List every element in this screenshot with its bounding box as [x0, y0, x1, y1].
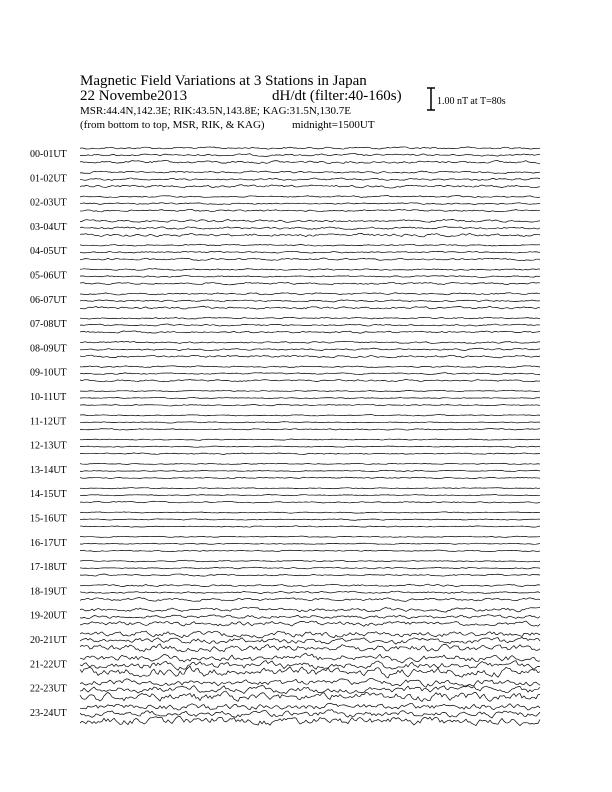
hour-row-07-08UT: [30, 317, 540, 333]
hour-row-04-05UT: [30, 244, 540, 260]
hour-label: 13-14UT: [30, 464, 67, 476]
hour-label: 01-02UT: [30, 173, 67, 185]
hour-row-15-16UT: [30, 512, 540, 527]
quantity-label: dH/dt (filter:40-160s): [272, 88, 402, 104]
station-trace: [80, 380, 540, 382]
hour-row-11-12UT: [30, 415, 540, 430]
station-trace: [80, 470, 540, 471]
hour-label: 00-01UT: [30, 149, 67, 160]
hour-label: 21-22UT: [30, 659, 67, 671]
station-trace: [80, 324, 540, 326]
hour-label: 17-18UT: [30, 562, 67, 574]
hour-label: 16-17UT: [30, 537, 67, 549]
station-trace: [80, 661, 540, 671]
hour-label: 10-11UT: [30, 392, 67, 403]
hour-row-17-18UT: [30, 560, 540, 576]
midnight-note: midnight=1500UT: [292, 119, 375, 131]
hour-row-02-03UT: [30, 196, 540, 212]
hour-label: 12-13UT: [30, 440, 67, 452]
hour-label: 15-16UT: [30, 513, 67, 525]
station-trace: [80, 703, 540, 710]
station-trace: [80, 422, 540, 423]
station-trace: [80, 293, 540, 295]
hour-label: 19-20UT: [30, 610, 67, 622]
station-trace: [80, 550, 540, 552]
station-trace: [80, 317, 540, 319]
station-trace: [80, 251, 540, 253]
station-trace: [80, 147, 540, 149]
station-trace: [80, 373, 540, 375]
station-trace: [80, 653, 540, 663]
hour-label: 14-15UT: [30, 489, 67, 501]
station-trace: [80, 348, 540, 351]
hour-label: 03-04UT: [30, 221, 67, 233]
station-trace: [80, 300, 540, 302]
chart-date: 22 Novembe2013: [80, 88, 188, 104]
station-trace: [80, 446, 540, 447]
station-trace: [80, 219, 540, 222]
station-trace: [80, 226, 540, 229]
station-trace: [80, 282, 540, 285]
station-trace: [80, 607, 540, 612]
hour-row-20-21UT: [30, 631, 540, 652]
hour-row-18-19UT: [30, 584, 540, 601]
station-trace: [80, 717, 540, 726]
station-trace: [80, 543, 540, 544]
chart-title: Magnetic Field Variations at 3 Stations in Japan: [80, 73, 367, 89]
trace-order-note: (from bottom to top, MSR, RIK, & KAG): [80, 119, 265, 131]
station-trace: [80, 710, 540, 718]
hour-label: 22-23UT: [30, 683, 67, 695]
station-trace: [80, 269, 540, 271]
station-trace: [80, 355, 540, 358]
hour-row-05-06UT: [30, 269, 540, 285]
station-trace: [80, 258, 540, 261]
station-trace: [80, 591, 540, 593]
station-trace: [80, 560, 540, 562]
hour-label: 18-19UT: [30, 586, 67, 598]
station-trace: [80, 477, 540, 478]
station-trace: [80, 428, 540, 430]
station-trace: [80, 574, 540, 576]
station-trace: [80, 160, 540, 163]
station-trace: [80, 621, 540, 626]
station-coordinates: MSR:44.4N,142.3E; RIK:43.5N,143.8E; KAG:31.5N,130.7E: [80, 105, 352, 117]
station-trace: [80, 644, 540, 652]
station-trace: [80, 276, 540, 278]
station-trace: [80, 178, 540, 180]
station-trace: [80, 597, 540, 601]
hour-row-00-01UT: [30, 147, 540, 164]
station-trace: [80, 463, 540, 464]
station-trace: [80, 171, 540, 173]
hour-label: 07-08UT: [30, 319, 67, 331]
station-trace: [80, 453, 540, 455]
station-trace: [80, 584, 540, 586]
hour-row-21-22UT: [30, 653, 540, 678]
station-trace: [80, 341, 540, 343]
station-trace: [80, 567, 540, 569]
station-trace: [80, 154, 540, 157]
hour-label: 20-21UT: [30, 635, 67, 646]
hour-row-08-09UT: [30, 341, 540, 358]
station-trace: [80, 366, 540, 368]
scale-bar-label: 1.00 nT at T=80s: [437, 96, 506, 107]
hour-row-22-23UT: [30, 678, 540, 701]
hour-label: 08-09UT: [30, 343, 67, 355]
hour-row-14-15UT: [30, 488, 540, 503]
station-trace: [80, 244, 540, 246]
station-trace: [80, 495, 540, 496]
station-trace: [80, 439, 540, 440]
station-trace: [80, 526, 540, 527]
station-trace: [80, 615, 540, 619]
station-trace: [80, 686, 540, 694]
station-trace: [80, 404, 540, 406]
station-trace: [80, 691, 540, 701]
station-trace: [80, 331, 540, 333]
station-trace: [80, 397, 540, 398]
station-trace: [80, 501, 540, 503]
hour-label: 09-10UT: [30, 367, 67, 379]
hour-label: 04-05UT: [30, 246, 67, 258]
station-trace: [80, 390, 540, 391]
station-trace: [80, 306, 540, 309]
hour-row-09-10UT: [30, 366, 540, 382]
hour-row-16-17UT: [30, 536, 540, 552]
hour-label: 23-24UT: [30, 707, 67, 719]
station-trace: [80, 415, 540, 416]
station-trace: [80, 637, 540, 644]
hour-label: 02-03UT: [30, 197, 67, 209]
station-trace: [80, 512, 540, 513]
hour-row-13-14UT: [30, 463, 540, 478]
hour-label: 06-07UT: [30, 294, 67, 306]
station-trace: [80, 519, 540, 520]
hour-row-19-20UT: [30, 607, 540, 626]
station-trace: [80, 536, 540, 537]
station-trace: [80, 210, 540, 212]
hour-row-01-02UT: [30, 171, 540, 188]
station-trace: [80, 631, 540, 638]
station-trace: [80, 666, 540, 678]
station-trace: [80, 185, 540, 188]
hour-row-10-11UT: [30, 390, 540, 406]
hour-row-03-04UT: [30, 219, 540, 236]
hour-label: 11-12UT: [30, 416, 67, 428]
hour-row-06-07UT: [30, 293, 540, 309]
scale-bar: [427, 88, 435, 110]
hour-row-12-13UT: [30, 439, 540, 454]
station-trace: [80, 233, 540, 236]
station-trace: [80, 488, 540, 489]
station-trace: [80, 203, 540, 205]
station-trace: [80, 196, 540, 198]
hour-label: 05-06UT: [30, 270, 67, 282]
station-trace: [80, 678, 540, 687]
hour-row-23-24UT: [30, 703, 540, 725]
